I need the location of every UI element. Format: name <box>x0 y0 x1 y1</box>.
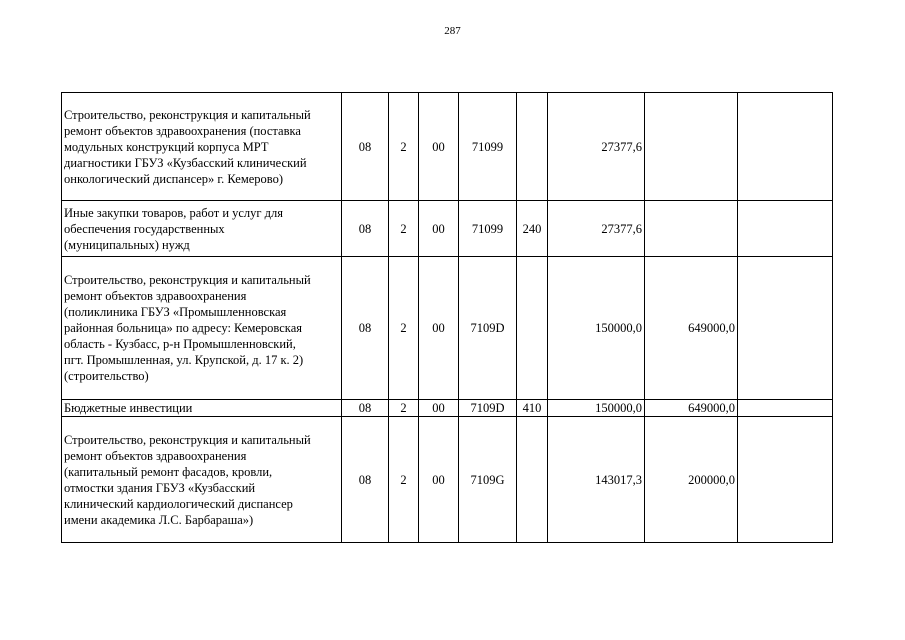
description-line: Строительство, реконструкция и капитальный <box>64 273 311 287</box>
description-line: имени академика Л.С. Барбараша») <box>64 512 254 527</box>
table-row <box>62 93 833 201</box>
section-cell: 08 <box>342 201 389 257</box>
program-cell: 00 <box>419 400 459 417</box>
description-line: онкологический диспансер» г. Кемерово) <box>64 171 284 186</box>
code-cell: 71099 <box>459 201 517 257</box>
description-line: ремонт объектов здравоохранения <box>64 289 247 303</box>
code-cell: 7109G <box>459 417 517 543</box>
description-line: (капитальный ремонт фасадов, кровли, <box>64 464 273 479</box>
description-line: пгт. Промышленная, ул. Крупской, д. 17 к. 2) <box>64 353 304 367</box>
page-number: 287 <box>444 25 461 37</box>
description-line: (муниципальных) нужд <box>64 237 190 252</box>
amount-1-cell: 150000,0 <box>548 400 645 417</box>
section-cell: 08 <box>342 257 389 400</box>
amount-3-cell <box>738 400 833 417</box>
expense-type-cell: 240 <box>517 201 548 257</box>
description-line: область - Кузбасс, р-н Промышленновский, <box>64 337 296 351</box>
description-line: ремонт объектов здравоохранения (поставка <box>64 123 301 138</box>
amount-1-cell: 27377,6 <box>548 201 645 257</box>
code-cell: 7109D <box>459 400 517 417</box>
table-row <box>62 257 833 400</box>
expense-type-cell <box>517 257 548 400</box>
program-cell: 00 <box>419 257 459 400</box>
subsection-cell: 2 <box>389 201 419 257</box>
program-cell: 00 <box>419 417 459 543</box>
amount-2-cell <box>645 201 738 257</box>
description-line: диагностики ГБУЗ «Кузбасский клинический <box>64 155 307 170</box>
subsection-cell: 2 <box>389 400 419 417</box>
subsection-cell: 2 <box>389 93 419 201</box>
description-line: (строительство) <box>64 369 149 383</box>
description-line: ремонт объектов здравоохранения <box>64 448 247 463</box>
amount-3-cell <box>738 417 833 543</box>
row-description <box>62 257 342 400</box>
code-cell: 71099 <box>459 93 517 201</box>
amount-1-cell: 27377,6 <box>548 93 645 201</box>
description-line: модульных конструкций корпуса МРТ <box>64 139 269 154</box>
table-row <box>62 417 833 543</box>
expense-type-cell <box>517 417 548 543</box>
table-row <box>62 201 833 257</box>
row-description <box>62 400 342 417</box>
section-cell: 08 <box>342 400 389 417</box>
amount-2-cell: 200000,0 <box>645 417 738 543</box>
description-line: Бюджетные инвестиции <box>64 401 193 415</box>
description-line: районная больница» по адресу: Кемеровская <box>64 321 302 335</box>
row-description <box>62 93 342 201</box>
description-line: обеспечения государственных <box>64 221 225 236</box>
code-cell: 7109D <box>459 257 517 400</box>
description-line: Строительство, реконструкция и капитальный <box>64 107 311 122</box>
table-row <box>62 400 833 417</box>
amount-3-cell <box>738 257 833 400</box>
description-line: Иные закупки товаров, работ и услуг для <box>64 205 284 220</box>
program-cell: 00 <box>419 93 459 201</box>
subsection-cell: 2 <box>389 417 419 543</box>
section-cell: 08 <box>342 417 389 543</box>
description-line: (поликлиника ГБУЗ «Промышленновская <box>64 305 287 319</box>
description-line: Строительство, реконструкция и капитальный <box>64 432 311 447</box>
amount-3-cell <box>738 93 833 201</box>
description-line: клинический кардиологический диспансер <box>64 496 293 511</box>
amount-2-cell <box>645 93 738 201</box>
row-description <box>62 417 342 543</box>
program-cell: 00 <box>419 201 459 257</box>
section-cell: 08 <box>342 93 389 201</box>
expense-type-cell <box>517 93 548 201</box>
expense-type-cell: 410 <box>517 400 548 417</box>
row-description <box>62 201 342 257</box>
amount-1-cell: 143017,3 <box>548 417 645 543</box>
budget-table <box>61 92 833 543</box>
amount-2-cell: 649000,0 <box>645 257 738 400</box>
amount-3-cell <box>738 201 833 257</box>
amount-2-cell: 649000,0 <box>645 400 738 417</box>
subsection-cell: 2 <box>389 257 419 400</box>
amount-1-cell: 150000,0 <box>548 257 645 400</box>
description-line: отмостки здания ГБУЗ «Кузбасский <box>64 480 256 495</box>
